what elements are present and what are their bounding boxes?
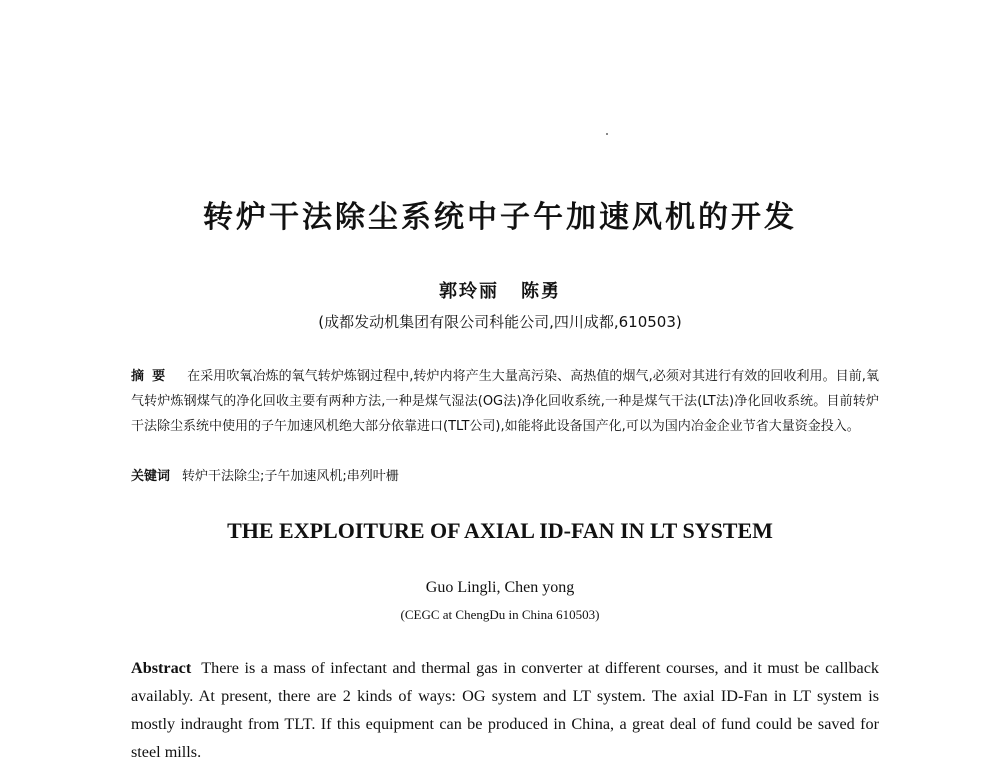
english-title: THE EXPLOITURE OF AXIAL ID-FAN IN LT SYSTEM	[227, 518, 773, 543]
chinese-affiliation: (成都发动机集团有限公司科能公司,四川成都,610503)	[318, 313, 682, 331]
scan-speck	[606, 133, 608, 135]
chinese-abstract	[131, 364, 879, 439]
english-abstract	[131, 654, 879, 766]
chinese-author-2: 陈勇	[521, 281, 561, 302]
chinese-author-1: 郭玲丽	[439, 281, 499, 302]
chinese-keywords-text: 转炉干法除尘;子午加速风机;串列叶栅	[182, 469, 399, 484]
chinese-authors	[0, 277, 1000, 303]
chinese-keywords	[131, 464, 879, 489]
chinese-abstract-label: 摘要	[131, 369, 174, 384]
english-authors: Guo Lingli, Chen yong	[425, 579, 575, 596]
chinese-keywords-label: 关键词	[131, 469, 171, 484]
english-abstract-text: There is a mass of infectant and thermal gas in converter at different courses, and it must be callback availably. At present, there are 2 kinds of ways: OG system and LT system. The axial ID-Fan in LT system is mostly indraught from TLT. If this equipment can be produced in China, a great deal of fund could be saved for steel mills.	[131, 659, 879, 761]
chinese-title: 转炉干法除尘系统中子午加速风机的开发	[203, 200, 797, 235]
english-abstract-label: Abstract	[131, 659, 192, 677]
english-affiliation: (CEGC at ChengDu in China 610503)	[400, 607, 600, 622]
chinese-abstract-text: 在采用吹氧冶炼的氧气转炉炼钢过程中,转炉内将产生大量高污染、高热值的烟气,必须对其进行有效的回收利用。目前,氧气转炉炼钢煤气的净化回收主要有两种方法,一种是煤气湿法(OG法)净化回收系统,一种是煤气干法(LT法)净化回收系统。目前转炉干法除尘系统中使用的子午加速风机绝大部分依靠进口(TLT公司),如能将此设备国产化,可以为国内冶金企业节省大量资金投入。	[131, 369, 879, 434]
